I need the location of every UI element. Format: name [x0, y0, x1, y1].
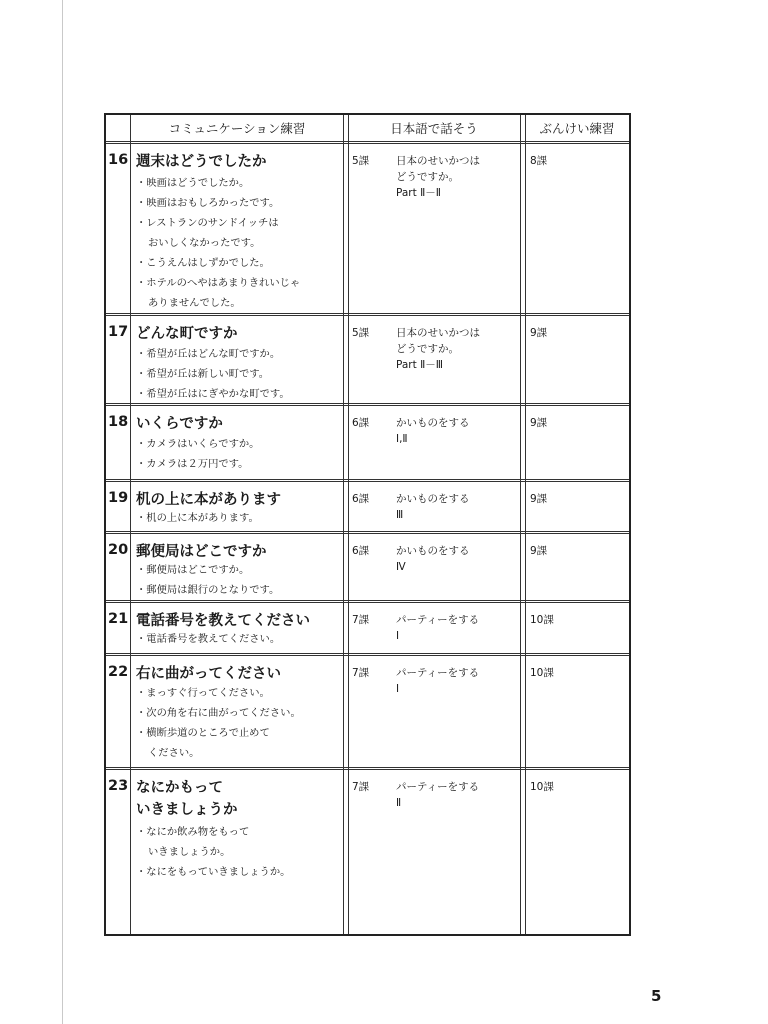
example-list [136, 508, 259, 528]
lesson-number: 23 [108, 778, 129, 794]
lesson-line: Ⅲ [396, 509, 404, 521]
example-line: ・カメラは２万円です。 [136, 458, 249, 470]
example-line: ・次の角を右に曲がってください。 [136, 707, 301, 719]
example-line: ・なにをもっていきましょうか。 [136, 866, 291, 878]
lesson-unit: 7課 [352, 667, 370, 679]
lesson-title: どんな町ですか [136, 326, 238, 342]
example-line: ありませんでした。 [148, 297, 241, 309]
binding-edge-line [62, 0, 63, 1024]
example-list [136, 560, 279, 600]
nihongo-lesson [352, 543, 470, 575]
table-row-21 [106, 603, 629, 653]
lesson-title: 電話番号を教えてください [136, 613, 310, 629]
lesson-unit: 7課 [352, 614, 370, 626]
lesson-line: かいものをする [396, 493, 470, 505]
bunkei-lesson: 8課 [530, 155, 548, 167]
lesson-table [104, 113, 631, 936]
lesson-title-line: いきましょうか [136, 802, 238, 818]
example-list [136, 629, 280, 649]
table-row-23 [106, 770, 629, 936]
example-line: ください。 [148, 747, 200, 759]
bunkei-lesson: 9課 [530, 493, 548, 505]
lesson-unit: 7課 [352, 781, 370, 793]
table-row-19 [106, 482, 629, 531]
example-line: ・郵便局はどこですか。 [136, 564, 250, 576]
header-bunkei: ぶんけい練習 [539, 121, 615, 136]
example-line: ・映画はおもしろかったです。 [136, 197, 280, 209]
page-number: 5 [651, 987, 662, 1005]
table-row-20 [106, 534, 629, 600]
example-line: ・なにか飲み物をもって [136, 826, 250, 838]
bunkei-lesson: 10課 [530, 781, 554, 793]
lesson-line: Ⅳ [396, 561, 406, 573]
example-list [136, 683, 301, 763]
lesson-line: 日本のせいかつは [396, 327, 480, 339]
example-line: ・ホテルのへやはあまりきれいじゃ [136, 277, 301, 289]
lesson-number: 19 [108, 490, 129, 506]
nihongo-lesson [352, 415, 470, 447]
lesson-line: どうですか。 [396, 171, 459, 183]
example-line: ・希望が丘はにぎやかな町です。 [136, 388, 290, 400]
lesson-title [136, 777, 238, 821]
bunkei-lesson: 9課 [530, 417, 548, 429]
example-list [136, 173, 300, 313]
lesson-title: 郵便局はどこですか [136, 544, 267, 560]
table-row-18 [106, 406, 629, 479]
bunkei-lesson: 10課 [530, 614, 554, 626]
example-list [136, 434, 259, 474]
example-line: ・レストランのサンドイッチは [136, 217, 279, 229]
table-row-17 [106, 316, 629, 403]
lesson-line: パーティーをする [396, 614, 480, 626]
lesson-title: 机の上に本があります [136, 492, 281, 508]
lesson-title: 右に曲がってください [136, 666, 281, 682]
header-communication: コミュニケーション練習 [168, 121, 306, 136]
example-line: ・横断歩道のところで止めて [136, 727, 270, 739]
nihongo-lesson [352, 665, 479, 697]
example-list [136, 822, 290, 882]
nihongo-lesson [352, 491, 470, 523]
bunkei-lesson: 9課 [530, 545, 548, 557]
example-line: ・カメラはいくらですか。 [136, 438, 260, 450]
lesson-title: いくらですか [136, 416, 223, 432]
lesson-line: Ⅱ [396, 797, 402, 809]
example-line: ・まっすぐ行ってください。 [136, 687, 270, 699]
lesson-line: パーティーをする [396, 781, 480, 793]
lesson-line: かいものをする [396, 417, 470, 429]
bunkei-lesson: 10課 [530, 667, 554, 679]
lesson-line: Ⅰ [396, 630, 400, 642]
header-nihongo: 日本語で話そう [390, 121, 478, 136]
example-line: ・電話番号を教えてください。 [136, 633, 281, 645]
lesson-title: 週末はどうでしたか [136, 154, 267, 170]
example-line: ・郵便局は銀行のとなりです。 [136, 584, 280, 596]
example-line: ・机の上に本があります。 [136, 512, 259, 524]
lesson-title-line: なにかもって [136, 780, 223, 796]
example-list [136, 344, 290, 404]
lesson-line: Ⅰ [396, 683, 400, 695]
lesson-number: 21 [108, 611, 129, 627]
lesson-number: 22 [108, 664, 129, 680]
lesson-line: Ⅰ,Ⅱ [396, 433, 408, 445]
lesson-line: Part Ⅱ－Ⅲ [396, 359, 443, 371]
lesson-unit: 5課 [352, 327, 370, 339]
nihongo-lesson [352, 612, 479, 644]
example-line: ・希望が丘はどんな町ですか。 [136, 348, 281, 360]
table-row-16 [106, 144, 629, 313]
example-line: いきましょうか。 [148, 846, 231, 858]
nihongo-lesson [352, 153, 480, 201]
example-line: ・映画はどうでしたか。 [136, 177, 250, 189]
example-line: ・希望が丘は新しい町です。 [136, 368, 270, 380]
nihongo-lesson [352, 325, 480, 373]
lesson-unit: 6課 [352, 493, 370, 505]
example-line: おいしくなかったです。 [148, 237, 261, 249]
lesson-number: 16 [108, 152, 129, 168]
lesson-line: Part Ⅱ－Ⅱ [396, 187, 441, 199]
lesson-unit: 6課 [352, 417, 370, 429]
lesson-number: 17 [108, 324, 129, 340]
lesson-number: 20 [108, 542, 129, 558]
lesson-line: パーティーをする [396, 667, 480, 679]
lesson-line: 日本のせいかつは [396, 155, 480, 167]
table-row-22 [106, 656, 629, 767]
lesson-number: 18 [108, 414, 129, 430]
lesson-unit: 5課 [352, 155, 370, 167]
example-line: ・こうえんはしずかでした。 [136, 257, 270, 269]
lesson-line: どうですか。 [396, 343, 459, 355]
lesson-line: かいものをする [396, 545, 470, 557]
lesson-unit: 6課 [352, 545, 370, 557]
bunkei-lesson: 9課 [530, 327, 548, 339]
nihongo-lesson [352, 779, 479, 811]
